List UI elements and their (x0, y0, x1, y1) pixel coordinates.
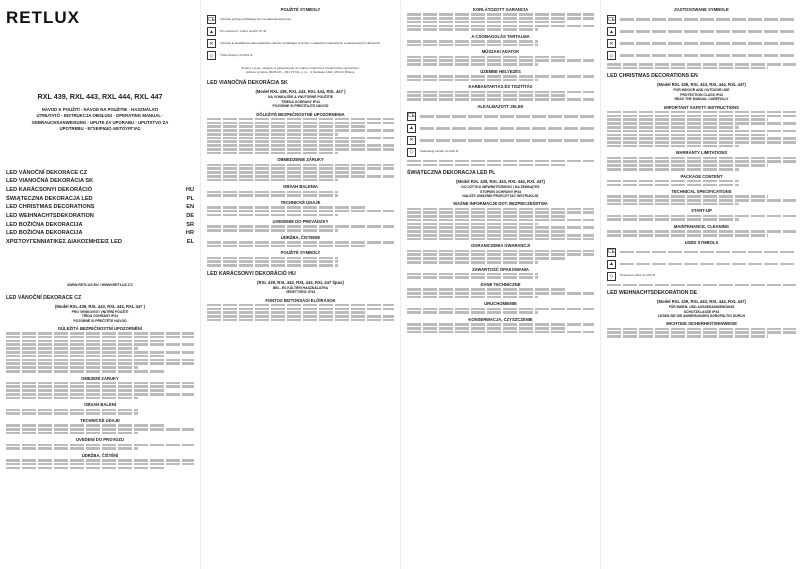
model-line: (Model RXL 439, RXL 443, RXL 444, RXL 447 ) (255, 89, 346, 95)
weee-bin-icon: ✕ (207, 39, 216, 48)
heading: TECHNICKÉ ÚDAJE (80, 417, 120, 423)
heading: ÚDRŽBA, ČISTENIE (280, 234, 321, 240)
symbol-row: ◇ Protection class CLASS III (607, 272, 796, 281)
subtitle: NALEŻY UWAŻNIE PRZECZYTAĆ INSTRUKCJĘ (462, 193, 539, 198)
heading: URUCHOMIENIE (484, 301, 517, 307)
class-iii-icon: ◇ (207, 51, 216, 60)
symbol-row (407, 112, 594, 121)
symbol-row (407, 136, 594, 145)
symbol-row: ▲ Pro venkovní i vnitřní použití. IP 44 (207, 27, 394, 36)
heading: MAINTENANCE, CLEANING (673, 224, 730, 230)
subtitle: BEL- ÉS KÜLTÉRI HASZNÁLATRA (272, 285, 329, 290)
disclaimer: Změny v textu, designu a parametrech se mohou změnit bez předchozího upozornění. (241, 66, 360, 70)
heading: USED SYMBOLS (684, 239, 719, 245)
heading: ZAWARTOŚĆ OPAKOWANIA (472, 266, 529, 272)
heading: DANE TECHNICZNE (480, 282, 521, 288)
class-iii-icon: ◇ (607, 272, 616, 281)
symbol-row (607, 248, 796, 257)
subtitle: LESEN SIE DIE ANWEISUNGEN SORGFÄLTIG DURCH (657, 314, 746, 319)
symbol-row (607, 15, 796, 24)
heading: POUŽITÉ SYMBOLY (280, 7, 321, 12)
symbol-row (607, 27, 796, 36)
heading: KARBANTARTÁS ÉS TISZTÍTÁS (468, 84, 533, 90)
weee-bin-icon: ✕ (607, 39, 616, 48)
symbol-row (407, 124, 594, 133)
column-3 (400, 0, 600, 569)
heading: OBMEDZENIE ZÁRUKY (277, 157, 324, 163)
cover-manual-titles (6, 107, 194, 133)
subtitle: PROTECTION CLASS IP44 (680, 92, 723, 97)
section-title: LED VÁNOČNÍ DEKORACE CZ (6, 294, 82, 301)
language-row: ΧΡΙΣΤΟΥΓΕΝΝΙΑΤΙΚΕΣ ΔΙΑΚΟΣΜΗΣΕΙΣ LED EL (6, 239, 194, 245)
heading: START-UP (691, 208, 712, 214)
heading: WARRANTY LIMITATIONS (675, 150, 728, 156)
symbol-row (607, 260, 796, 269)
subtitle: SCHUTZKLASSE IP44 (683, 309, 720, 314)
ip44-icon: ▲ (607, 27, 616, 36)
manual-line: NÁVOD K POUŽITÍ - NÁVOD NA POUŽITIE - HASZNÁLATI (41, 107, 159, 112)
section-title: LED CHRISTMAS DECORATIONS EN (607, 73, 698, 80)
subtitle: TŘÍDA OCHRANY IP44 (81, 314, 119, 319)
heading: PACKAGE CONTENT (680, 173, 723, 179)
heading: FONTOS BIZTONSÁGI ELŐÍRÁSOK (265, 297, 336, 303)
symbol-row: ◇ Třída ochrany CLASS III (207, 51, 394, 60)
subtitle: PRO VENKOVNÍ I VNITŘNÍ POUŽITÍ (71, 309, 129, 314)
subtitle: POZORNĚ SI PŘEČTĚTE NÁVOD (73, 318, 127, 323)
heading: A CSOMAGOLÁS TARTALMA (471, 33, 530, 39)
subtitle: FOR INDOOR AND OUTDOOR USE (673, 88, 730, 93)
language-row: LED VIANOČNÁ DEKORÁCIA SK (6, 178, 94, 185)
language-row: LED VÁNOČNÍ DEKORACE CZ (6, 169, 88, 176)
heading: ÚDRŽBA, ČIŠTĚNÍ (81, 452, 119, 458)
heading: TECHNICKÉ ÚDAJE (280, 199, 321, 205)
heading: ALKALMAZOTT JELEK (477, 103, 524, 109)
class-iii-icon: ◇ (607, 51, 616, 60)
ip44-icon: ▲ (407, 124, 416, 133)
heading: DÔLEŽITÉ BEZPEČNOSTNÉ UPOZORNENIA (256, 111, 345, 117)
symbol-row: ✕ Výrobek je klasifikován jako elektrické zařízení podléhající směrnici o odpadních elektrických a elektronických zařízeních. (207, 39, 394, 48)
heading: ZASTOSOWANE SYMBOLE (674, 7, 729, 12)
heading: WICHTIGE SICHERHEITSHINWEISE (666, 321, 737, 327)
symbol-row (607, 39, 796, 48)
manual-line: GEBRAUCHSANWEISUNG - UPUTE ZA UPORABU - UPUTSTVO ZA (31, 119, 169, 125)
ip44-icon: ▲ (607, 260, 616, 269)
ce-icon: CE (608, 16, 615, 23)
manual-line: ÚTMUTATÓ - INSTRUKCJA OBSŁUGI - OPERATING MANUAL - (36, 113, 164, 119)
ce-icon: CE (608, 249, 615, 256)
language-row: ŚWIĄTECZNA DEKORACJA LED PL (6, 195, 194, 202)
language-row: LED CHRISTMAS DECORATIONS EN (6, 204, 194, 211)
language-row: LED WEIHNACHTSDEKORATION DE (6, 213, 194, 220)
heading: OBSAH BALENÍ (84, 402, 116, 408)
heading: ÜZEMBE HELYEZÉS (480, 68, 521, 74)
weee-bin-icon: ✕ (407, 136, 416, 145)
heading: UVEDENÍ DO PROVOZU (76, 437, 124, 443)
subtitle: VÉDETTSÉG: IP44 (285, 290, 316, 295)
brand-name: RETLUX (6, 8, 80, 27)
language-row: LED BOŽIĆNA DEKORACIJA HR (6, 230, 194, 237)
symbol-row: ◇ Védettségi osztály CLASS III (407, 148, 594, 157)
subtitle: NA VONKAJŠIE A VNÚTORNÉ POUŽITIE (268, 95, 333, 100)
model-line: (Model RXL 439, RXL 443, RXL 444, RXL 447) (657, 82, 746, 88)
model-line: (Model RXL 439, RXL 443, RXL 444, RXL 447 ) (55, 303, 145, 309)
column-4 (600, 0, 802, 569)
ip44-icon: ▲ (207, 27, 216, 36)
column-2 (200, 0, 400, 569)
ce-icon: CE (208, 16, 215, 23)
section-title: LED KARÁCSONYI DEKORÁCIÓ HU (207, 270, 296, 277)
language-row: LED KARÁCSONYI DEKORÁCIÓ HU (6, 187, 194, 194)
subtitle: STOPIEŃ OCHRONY IP44 (480, 189, 521, 194)
class-iii-icon: ◇ (407, 148, 416, 157)
heading: KONSERWACJA, CZYSZCZENIE (468, 316, 533, 322)
heading: OBSAH BALENIA (283, 184, 318, 190)
language-list (6, 169, 194, 247)
heading: DŮLEŽITÁ BEZPEČNOSTNÍ UPOZORNĚNÍ (58, 325, 142, 331)
model-line: (RXL 439, RXL 443, RXL 444, RXL 447 típus) (257, 279, 344, 285)
heading: OGRANICZENIA GWARANCJI (471, 243, 530, 249)
symbol-row: CE Výrobek splňuje požadavky EU na elektrobezpečnost. (208, 16, 292, 23)
heading: MŰSZAKI ADATOK (481, 49, 520, 55)
model-line: (Model RXL 439, RXL 443, RXL 444, RXL 447) (657, 299, 746, 305)
manufacturer-address: Adresa výrobce: RETLUX – 961 FT DA, s.r.o., U Sanitasu 1621, 251 01 Říčany, (245, 70, 356, 75)
section-title: LED WEIHNACHTSDEKORATION DE (607, 290, 698, 297)
subtitle: READ THE MANUAL CAREFULLY (674, 97, 729, 102)
website-link[interactable]: WWW.RETLUX.EU / WWW.RETLUX.CZ (67, 282, 133, 287)
heading: POUŽITÉ SYMBOLY (280, 250, 321, 256)
heading: OMEZENÍ ZÁRUKY (81, 375, 119, 381)
cover-column (0, 0, 200, 569)
language-row: LED BOŽIĆNA DEKORACIJA SR (6, 221, 194, 228)
subtitle: DO UŻYTKU WEWNĘTRZNEGO I NA ZEWNĄTRZ (461, 185, 540, 190)
symbol-row (607, 51, 796, 60)
heading: UVEDENIE DO PREVÁDZKY (272, 219, 329, 225)
heading: WAŻNE INFORMACJE DOT. BEZPIECZEŃSTWA (453, 201, 548, 207)
heading: IMPORTANT SAFETY INSTRUCTIONS (664, 104, 739, 110)
section-title: LED VIANOČNÁ DEKORÁCIA SK (207, 80, 288, 87)
heading: KORLÁTOZOTT GARANCIA (472, 7, 529, 12)
cover-models: RXL 439, RXL 443, RXL 444, RXL 447 (37, 92, 163, 101)
subtitle: POZORNE SI PREČÍTAJTE NÁVOD (272, 104, 329, 109)
subtitle: TRIEDA OCHRANY IP44 (281, 99, 320, 104)
heading: TECHNICAL SPECIFICATIONS (671, 189, 732, 195)
subtitle: FÜR INNEN- UND AUSSENANWENDUNG (668, 305, 735, 310)
manual-line: UPOTREBU - ΕΓΧΕΙΡΙΔΙΟ ΛΕΙΤΟΥΡΓΙΑΣ (59, 126, 141, 132)
section-title: ŚWIĄTECZNA DEKORACJA LED PL (407, 170, 496, 177)
brand-logo (6, 8, 194, 28)
model-line: (Model RXL 439, RXL 443, RXL 444, RXL 447) (456, 179, 545, 185)
ce-icon: CE (408, 113, 415, 120)
